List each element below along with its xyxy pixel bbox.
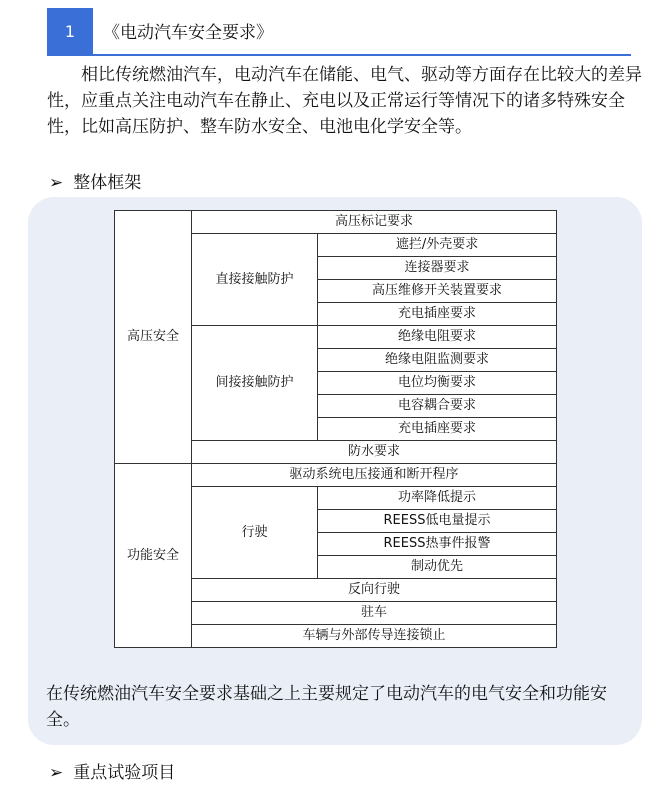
- section-overall-framework: [49, 168, 141, 193]
- section-label: 重点试验项目: [73, 763, 176, 783]
- intro-paragraph: [47, 62, 647, 140]
- requirement-cell: 遮拦/外壳要求: [318, 234, 557, 257]
- requirement-cell: 反向行驶: [192, 579, 557, 602]
- subcategory-cell: 行驶: [192, 487, 318, 579]
- requirement-cell: 制动优先: [318, 556, 557, 579]
- section-header: [47, 8, 631, 56]
- requirement-cell: 充电插座要求: [318, 303, 557, 326]
- requirement-cell: REESS热事件报警: [318, 533, 557, 556]
- arrow-bullet-icon: ➢: [49, 763, 64, 783]
- arrow-bullet-icon: ➢: [49, 173, 64, 193]
- framework-table: [114, 210, 557, 648]
- category-cell: 功能安全: [115, 464, 192, 648]
- requirement-cell: 高压维修开关装置要求: [318, 280, 557, 303]
- requirement-cell: 连接器要求: [318, 257, 557, 280]
- table-row: [115, 211, 557, 234]
- requirement-cell: 驻车: [192, 602, 557, 625]
- subcategory-cell: 直接接触防护: [192, 234, 318, 326]
- requirement-cell: 车辆与外部传导连接锁止: [192, 625, 557, 648]
- intro-text: 相比传统燃油汽车，电动汽车在储能、电气、驱动等方面存在比较大的差异性，应重点关注电动汽车在静止、充电以及正常运行等情况下的诸多特殊安全性，比如高压防护、整车防水安全、电池电化学安全等。: [47, 65, 642, 137]
- requirement-cell: 电位均衡要求: [318, 372, 557, 395]
- table-row: [115, 464, 557, 487]
- section-key-tests: [49, 758, 175, 783]
- summary-paragraph: 在传统燃油汽车安全要求基础之上主要规定了电动汽车的电气安全和功能安全。: [46, 684, 607, 730]
- category-cell: 高压安全: [115, 211, 192, 464]
- requirement-cell: 防水要求: [192, 441, 557, 464]
- requirement-cell: 绝缘电阻要求: [318, 326, 557, 349]
- requirement-cell: 绝缘电阻监测要求: [318, 349, 557, 372]
- section-label: 整体框架: [73, 173, 142, 193]
- requirement-cell: 充电插座要求: [318, 418, 557, 441]
- requirement-cell: 驱动系统电压接通和断开程序: [192, 464, 557, 487]
- requirement-cell: 高压标记要求: [192, 211, 557, 234]
- requirement-cell: 电容耦合要求: [318, 395, 557, 418]
- standard-title: 《电动汽车安全要求》: [103, 23, 273, 43]
- requirement-cell: 功率降低提示: [318, 487, 557, 510]
- subcategory-cell: 间接接触防护: [192, 326, 318, 441]
- section-number-badge: 1: [47, 8, 93, 54]
- requirement-cell: REESS低电量提示: [318, 510, 557, 533]
- header-underline: [47, 54, 631, 56]
